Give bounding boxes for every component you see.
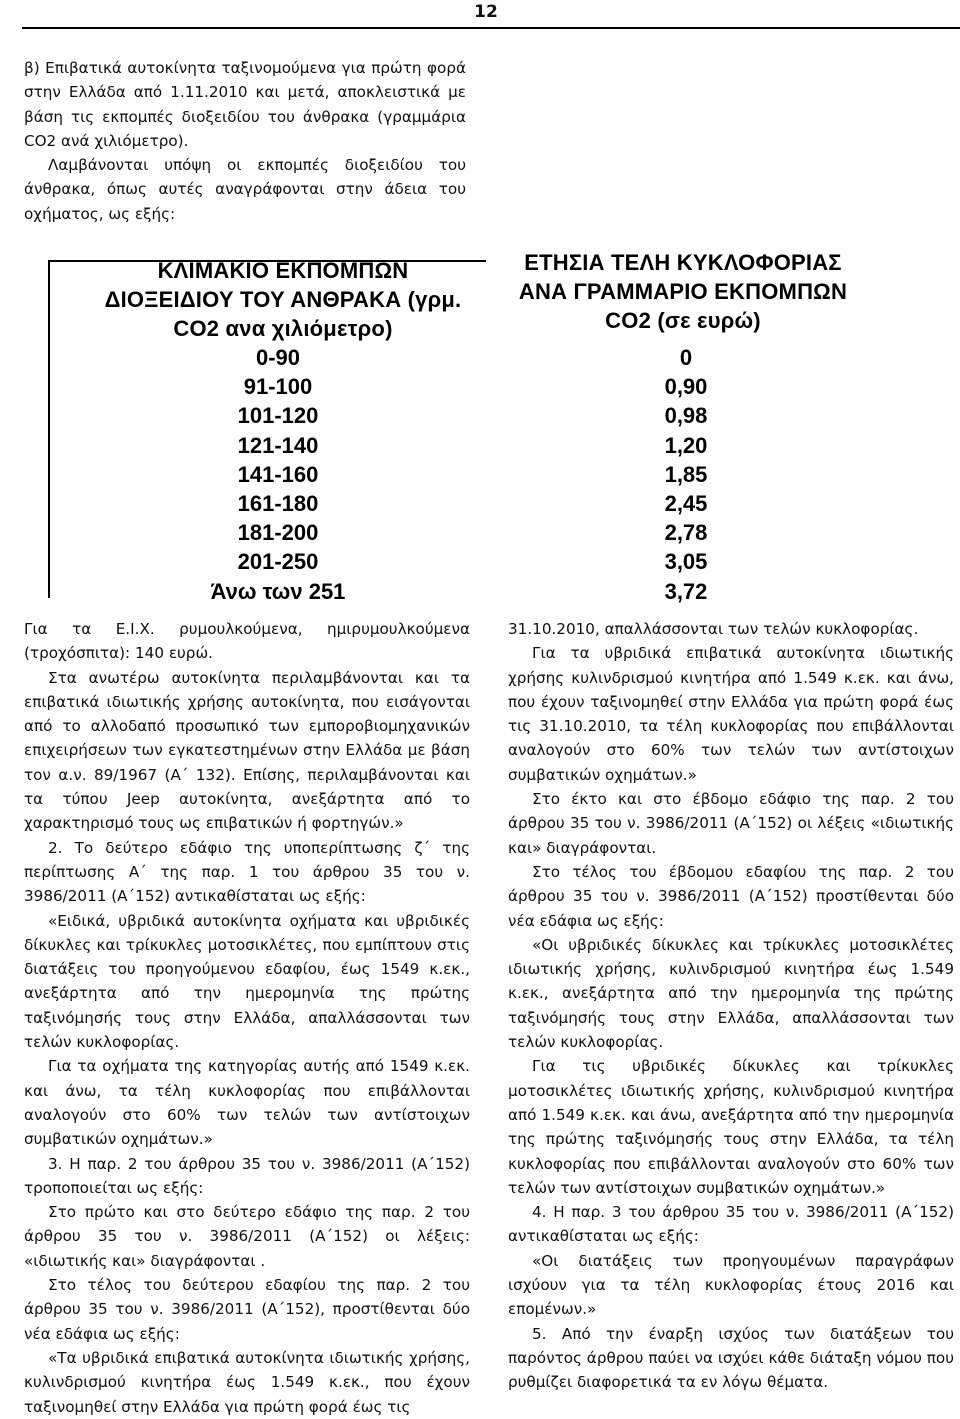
table-row	[48, 518, 896, 547]
table-row	[48, 547, 896, 576]
left-text-column	[24, 617, 470, 1419]
emission-range: 141-160	[237, 461, 319, 487]
paragraph: 31.10.2010, απαλλάσσονται των τελών κυκλοφορίας.	[508, 620, 919, 638]
table-row	[48, 460, 896, 489]
fee-value: 2,45	[664, 490, 708, 516]
emission-range: 201-250	[237, 549, 319, 575]
table-row	[48, 372, 896, 401]
header-rule	[22, 27, 960, 29]
page-number: 12	[474, 2, 498, 22]
fee-value: 3,72	[664, 578, 708, 604]
annual-fee-header: ΕΤΗΣΙΑ ΤΕΛΗ ΚΥΚΛΟΦΟΡΙΑΣ ΑΝΑ ΓΡΑΜΜΑΡΙΟ ΕΚΠΟΜΠΩΝ CO2 (σε ευρώ)	[518, 250, 848, 333]
paragraph: 2. Το δεύτερο εδάφιο της υποπερίπτωσης ζ΄ της περίπτωσης Α΄ της παρ. 1 του άρθρου 35 του ν. 3986/2011 (Α΄152) αντικαθίσταται ως εξής:	[24, 838, 470, 906]
emission-range: 0-90	[255, 345, 301, 370]
fee-value: 1,85	[664, 461, 708, 487]
table-row	[48, 431, 896, 460]
paragraph: 3. Η παρ. 2 του άρθρου 35 του ν. 3986/2011 (Α΄152) τροποποιείται ως εξής:	[24, 1154, 470, 1197]
emission-range: 101-120	[237, 403, 319, 429]
table-row	[48, 401, 896, 430]
table-row	[48, 577, 896, 606]
paragraph: Για τα οχήματα της κατηγορίας αυτής από 1549 κ.εκ. και άνω, τα τέλη κυκλοφορίας που επιβάλλονται αναλογούν στο 60% των τελών των αντίστοιχων συμβατικών οχημάτων.»	[24, 1057, 470, 1149]
intro-text	[24, 56, 466, 226]
fee-value: 0	[679, 345, 693, 370]
fee-value: 3,05	[664, 549, 708, 575]
paragraph: «Οι υβριδικές δίκυκλες και τρίκυκλες μοτοσικλέτες ιδιωτικής χρήσης, κυλινδρισμού κινητήρα έως 1.549 κ.εκ., ανεξάρτητα από την ημερομηνία της πρώτης ταξινόμησής τους στην Ελλάδα, απαλλάσσονται των τελών κυκλοφορίας.	[508, 935, 954, 1052]
paragraph: 4. Η παρ. 3 του άρθρου 35 του ν. 3986/2011 (Α΄152) αντικαθίσταται ως εξής:	[508, 1203, 954, 1246]
right-text-column	[508, 617, 954, 1395]
paragraph: 5. Από την έναρξη ισχύος των διατάξεων του παρόντος άρθρου παύει να ισχύει κάθε διάταξη νόμου που ρυθμίζει διαφορετικά τα εν λόγω θέματα.	[508, 1324, 954, 1392]
table-row	[48, 489, 896, 518]
paragraph: Στο τέλος του δεύτερου εδαφίου της παρ. 2 του άρθρου 35 του ν. 3986/2011 (Α΄152), προστίθενται δύο νέα εδάφια ως εξής:	[24, 1276, 470, 1343]
paragraph: Στο έκτο και στο έβδομο εδάφιο της παρ. 2 του άρθρου 35 του ν. 3986/2011 (Α΄152) οι λέξεις «ιδιωτικής και» διαγράφονται.	[508, 790, 954, 857]
intro-paragraph: Λαμβάνονται υπόψη οι εκπομπές διοξειδίου του άνθρακα, όπως αυτές αναγράφονται στην άδεια του οχήματος, ως εξής:	[24, 156, 466, 223]
table-body	[48, 343, 896, 606]
paragraph: «Τα υβριδικά επιβατικά αυτοκίνητα ιδιωτικής χρήσης, κυλινδρισμού κινητήρα έως 1.549 κ.εκ., που έχουν ταξινομηθεί στην Ελλάδα για πρώτη φορά έως τις	[24, 1348, 470, 1416]
paragraph: Στα ανωτέρω αυτοκίνητα περιλαμβάνονται και τα επιβατικά ιδιωτικής χρήσης αυτοκίνητα, που εισάγονται από το αλλοδαπό προσωπικό των εμπορoβιομηχανικών επιχειρήσεων των εγκατεστημένων στην Ελλάδα με βάση τον α.ν. 89/1967 (Α΄ 132). Επίσης, περιλαμβάνονται και τα τύπου Jeep αυτοκίνητα, ανεξάρτητα από το χαρακτηρισμό τους ως επιβατικών ή φορτηγών.»	[24, 668, 470, 833]
fee-value: 2,78	[664, 520, 708, 546]
fee-value: 0,98	[664, 403, 708, 429]
intro-paragraph: β) Επιβατικά αυτοκίνητα ταξινομούμενα για πρώτη φορά στην Ελλάδα από 1.11.2010 και μετά, αποκλειστικά με βάση τις εκπομπές διοξειδίου του άνθρακα (γραμμάρια CO2 ανά χιλιόμετρο).	[24, 59, 466, 150]
table-row	[48, 343, 896, 372]
emission-range: 121-140	[237, 432, 319, 458]
paragraph: Στο τέλος του έβδομου εδαφίου της παρ. 2 του άρθρου 35 του ν. 3986/2011 (Α΄152) προστίθενται δύο νέα εδάφια ως εξής:	[508, 862, 954, 930]
emission-range: Άνω των 251	[210, 578, 346, 604]
emission-range: 181-200	[237, 520, 319, 546]
fee-value: 0,90	[664, 374, 708, 400]
paragraph: Για τις υβριδικές δίκυκλες και τρίκυκλες μοτοσικλέτες ιδιωτικής χρήσης, κυλινδρισμού κινητήρα από 1.549 κ.εκ. και άνω, ανεξάρτητα από την ημερομηνία της πρώτης ταξινόμησής τους στην Ελλάδα, τα τέλη κυκλοφορίας που επιβάλλονται αναλογούν στο 60% των τελών των αντίστοιχων συμβατικών οχημάτων.»	[508, 1057, 954, 1197]
paragraph: «Οι διατάξεις των προηγουμένων παραγράφων ισχύουν για τα τέλη κυκλοφορίας έτους 2016 και επομένων.»	[508, 1251, 954, 1319]
paragraph: Για τα υβριδικά επιβατικά αυτοκίνητα ιδιωτικής χρήσης κυλινδρισμού κινητήρα από 1.549 κ.εκ. και άνω, που έχουν ταξινομηθεί στην Ελλάδα για πρώτη φορά έως τις 31.10.2010, τα τέλη κυκλοφορίας που επιβάλλονται αναλογούν στο 60% των τελών των αντίστοιχων συμβατικών οχημάτων.»	[508, 644, 954, 784]
paragraph: Για τα Ε.Ι.Χ. ρυμουλκούμενα, ημιρυμουλκούμενα (τροχόσπιτα): 140 ευρώ.	[24, 620, 470, 663]
paragraph: «Ειδικά, υβριδικά αυτοκίνητα οχήματα και υβριδικές δίκυκλες και τρίκυκλες μοτοσικλέτες, που εμπίπτουν στις διατάξεις του προηγούμενου εδαφίου, έως 1549 κ.εκ., ανεξάρτητα από την ημερομηνία της πρώτης ταξινόμησής τους στην Ελλάδα, απαλλάσσονται των τελών κυκλοφορίας.	[24, 911, 470, 1052]
paragraph: Στο πρώτο και στο δεύτερο εδάφιο της παρ. 2 του άρθρου 35 του ν. 3986/2011 (Α΄152) οι λέξεις: «ιδιωτικής και» διαγράφονται .	[24, 1203, 470, 1270]
fee-value: 1,20	[664, 432, 708, 458]
emission-range: 161-180	[237, 490, 319, 516]
emission-range: 91-100	[243, 374, 313, 400]
co2-rates-table	[48, 244, 896, 604]
emission-bracket-header: ΚΛΙΜΑΚΙΟ ΕΚΠΟΜΠΩΝ ΔΙΟΞΕΙΔΙΟΥ ΤΟΥ ΑΝΘΡΑΚΑ (γρμ. CO2 ανα χιλιόμετρο)	[104, 258, 462, 341]
